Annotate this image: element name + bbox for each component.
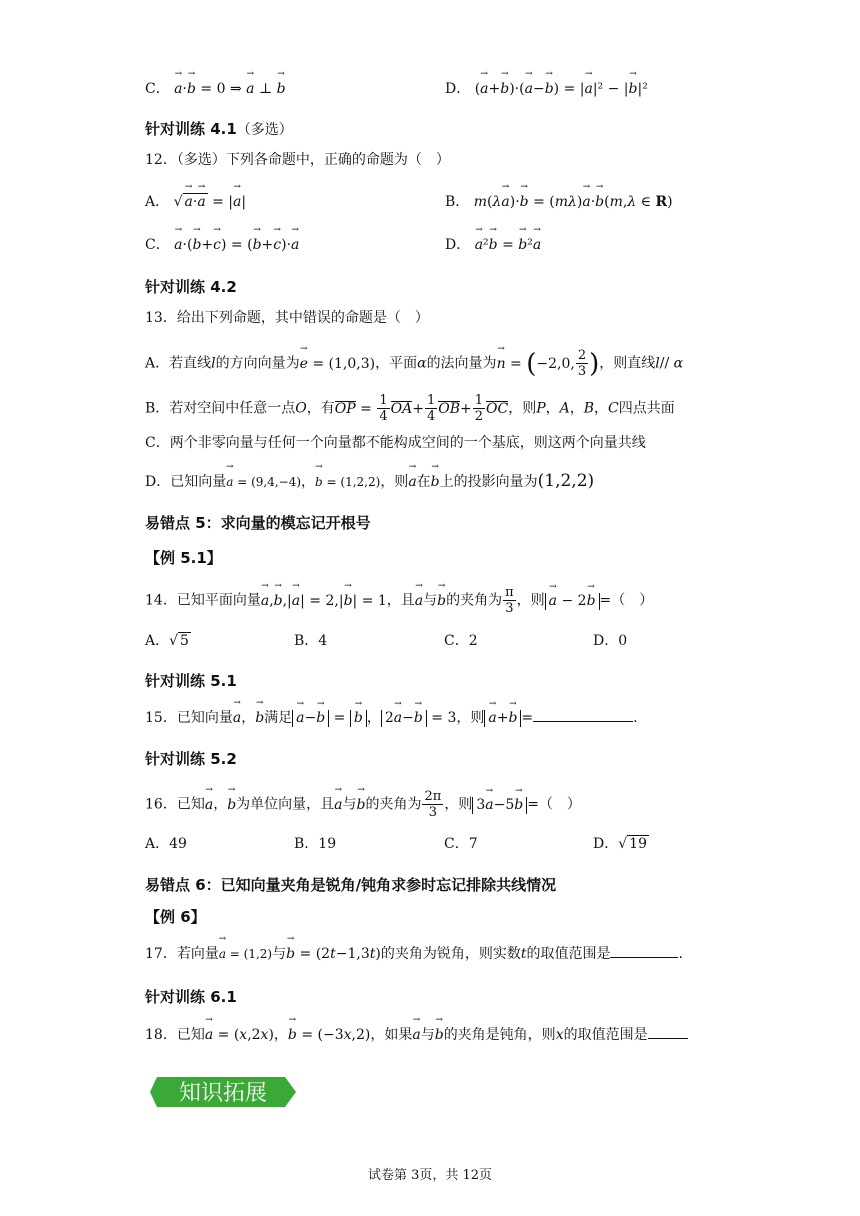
section-heading-5: 易错点 5：求向量的模忘记开根号 [145,514,371,532]
answer-blank[interactable] [533,721,633,722]
drill-heading-6-1: 针对训练 6.1 [145,988,237,1006]
q16-option-b: B．19 [294,836,337,852]
q12-option-c: C． → a·(→ b+→ c) = (→ b+→ c)·→ a [145,236,299,254]
q13-option-b: B．若对空间中任意一点O，有OP = $\frac{1}{4}$ OA+ $\frac{1}{4}$ OB+ $\frac{1}{2}$ OC，则P，A，B，C四点共面 [145,393,675,424]
knowledge-expansion-badge [147,1075,299,1109]
q12-option-d: D． → a²→ b = → b²→ a [445,236,541,254]
answer-blank[interactable] [610,957,678,958]
q11-option-d: D． (→ a+→ b)·(→ a−→ b) = |→ a|² − |→ b|² [445,80,648,98]
q16-option-c: C．7 [444,836,478,852]
q14-option-a: A．√ 5 [145,633,189,649]
q16-options [145,835,647,853]
q13-option-c: C．两个非零向量与任何一个向量都不能构成空间的一个基底，则这两个向量共线 [145,435,646,451]
q16-option-a: A．49 [145,836,187,852]
q16-stem: 16．已知→ a，→ b为单位向量，且→ a与→ b的夹角为 $\frac{2\pi}{3}$ ，则 3→ a−5→ b =（ ） [145,789,581,820]
example-heading-5-1: 【例 5.1】 [145,549,222,567]
q18-stem: 18．已知→ a = (x,2x)，→ b = (−3x,2)，如果→ a与→ b的夹角是钝角，则x的取值范围是 [145,1026,688,1044]
q14-option-d: D．0 [593,633,628,649]
example-heading-6: 【例 6】 [145,908,206,926]
badge-label: 知识拓展 [178,1081,268,1106]
drill-heading-5-2: 针对训练 5.2 [145,750,237,768]
math-expression: (→ a+→ b)·(→ a−→ b) = |→ a|² − |→ b|² [475,81,648,97]
q11-option-c: C． → a·→ b = 0 ⇒ → a ⊥ → b [145,80,286,98]
q14-options [145,632,628,650]
q15-stem: 15．已知向量→ a，→ b满足→ a−→ b = → b ， 2→ a−→ b = 3，则→ a+→ b = . [145,709,638,727]
q12-option-b: B． m(λ→ a)·→ b = (mλ)→ a·→ b(m,λ ∈ R) [445,193,673,211]
page-footer: 试卷第 3页，共 12页 [367,1168,493,1183]
q12-stem: 12．（多选）下列各命题中，正确的命题为（ ） [145,152,450,168]
section-heading-6: 易错点 6：已知向量夹角是锐角/钝角求参时忘记排除共线情况 [145,876,557,894]
q13-option-a: A．若直线l的方向向量为→ e = (1,0,3)，平面α的法向量为→ n = (−2,0, $\frac{2}{3}$ )，则直线l// α [145,348,683,379]
drill-heading-5-1: 针对训练 5.1 [145,672,237,690]
q14-option-c: C．2 [444,633,478,649]
q13-stem: 13．给出下列命题，其中错误的命题是（ ） [145,310,429,326]
q17-stem: 17．若向量→ a = (1,2)与→ b = (2t−1,3t)的夹角为锐角，则实数t的取值范围是 . [145,945,683,963]
q13-option-d: D．已知向量→ a = (9,4,−4)，→ b = (1,2,2)，则→ a在→ b上的投影向量为(1,2,2) [145,472,594,491]
drill-heading-4-1: 针对训练 4.1（多选） [145,120,293,138]
q16-option-d: D．√ 19 [593,836,647,852]
q14-option-b: B．4 [294,633,328,649]
q14-stem: 14．已知平面向量→ a,→ b,|→ a| = 2,|→ b| = 1，且→ a与→ b的夹角为 $\frac{\pi}{3}$ ，则→ a − 2→ b =（ ） [145,585,653,616]
q12-option-a: A． √→ a·→ a = |→ a| [145,193,246,211]
drill-heading-4-2: 针对训练 4.2 [145,278,237,296]
answer-blank[interactable] [648,1038,688,1039]
math-expression: → a·→ b = 0 ⇒ → a ⊥ → b [174,81,285,97]
